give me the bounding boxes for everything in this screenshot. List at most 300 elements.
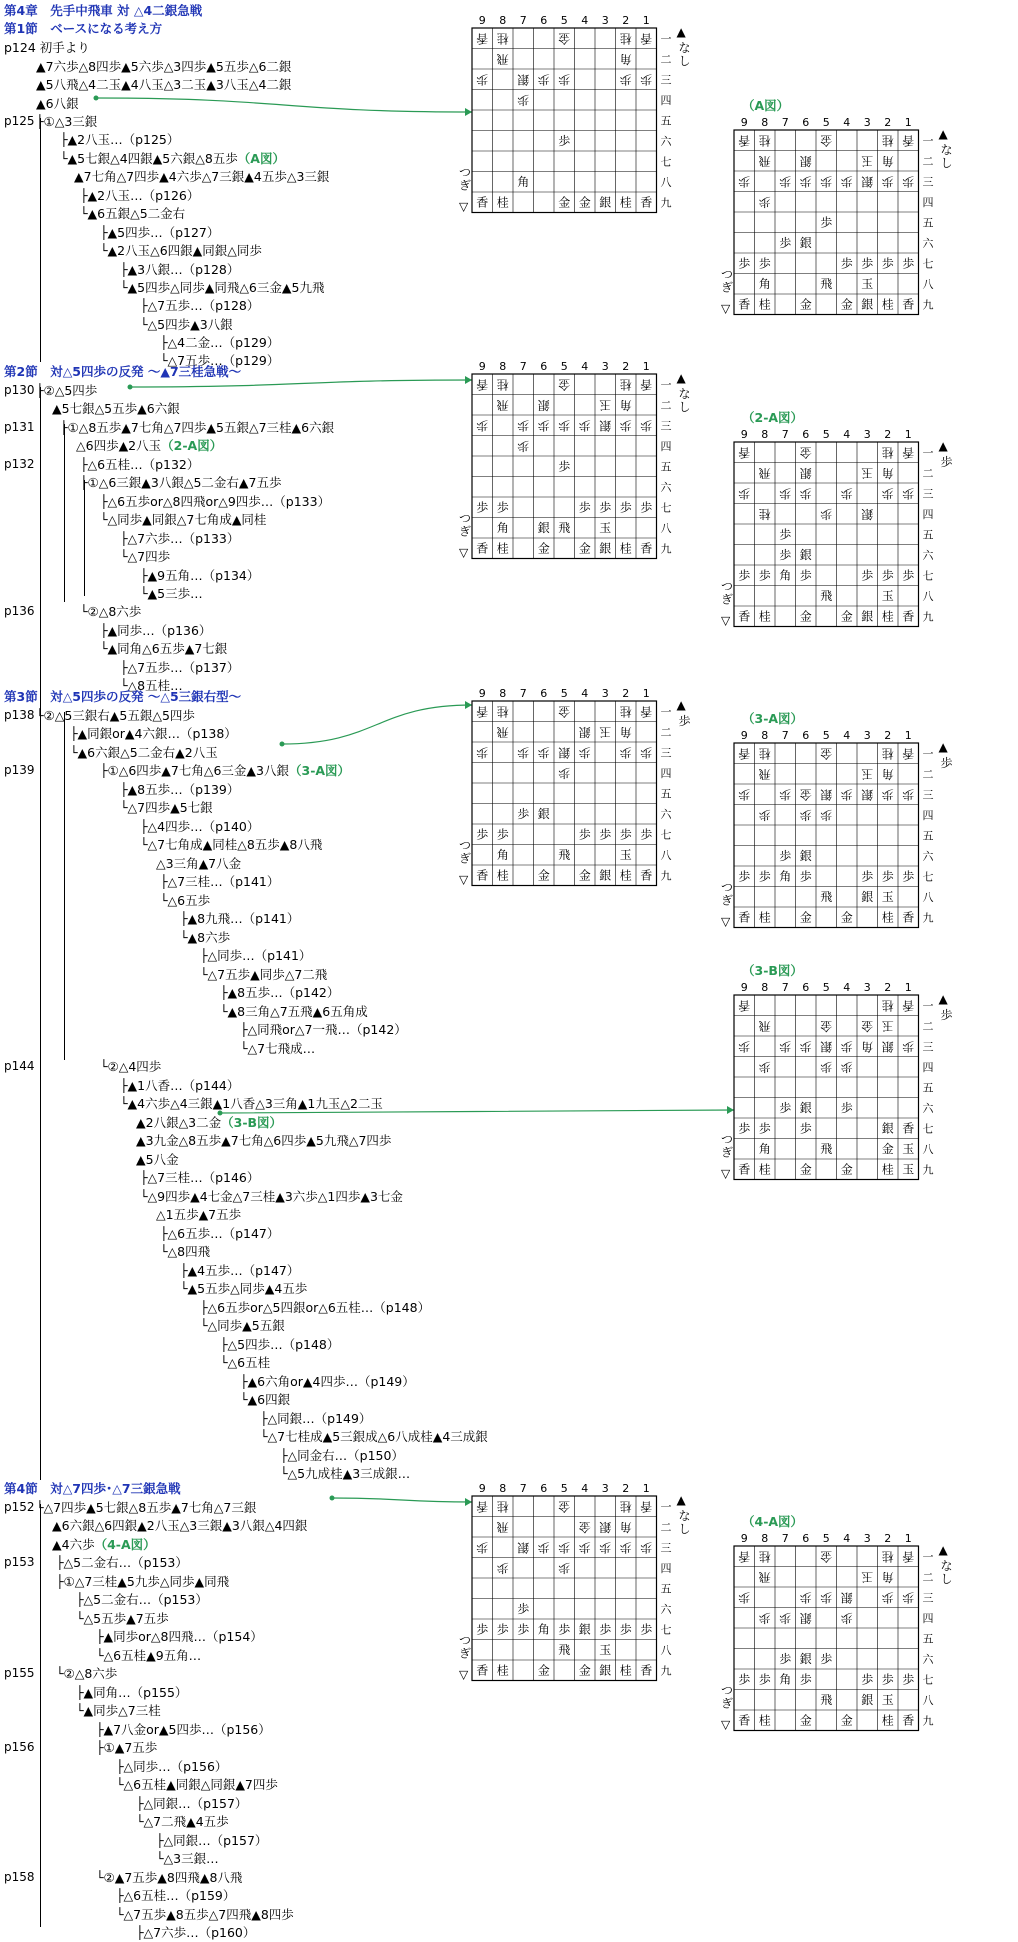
board-grid	[459, 360, 703, 571]
shogi-piece: 歩	[840, 1039, 853, 1054]
move-line	[116, 1775, 278, 1794]
shogi-piece: 銀	[861, 297, 874, 312]
figure-caption: （A図）	[742, 98, 790, 113]
move-line	[140, 835, 322, 854]
page-number: p152	[4, 1500, 35, 1514]
move-text: ├▲同角…（p155）	[76, 1685, 188, 1700]
gote-label: ぎ	[721, 1145, 734, 1160]
gote-mark: ▽	[459, 1667, 469, 1682]
figure-caption: （3-A図）	[742, 711, 804, 726]
shogi-piece: 角	[619, 51, 632, 66]
rank-label: 一	[660, 378, 672, 392]
rank-label: 二	[922, 466, 934, 480]
rank-label: 七	[922, 1673, 934, 1687]
gote-mark: ▽	[721, 1717, 731, 1732]
page-number: p132	[4, 457, 35, 471]
move-line	[180, 909, 299, 928]
shogi-piece: 歩	[558, 1540, 571, 1555]
file-label: 8	[761, 729, 769, 742]
shogi-piece: 香	[640, 704, 653, 719]
shogi-piece: 香	[476, 31, 489, 46]
file-label: 8	[761, 1532, 769, 1545]
move-line	[136, 1113, 282, 1132]
link-arrow	[96, 98, 472, 112]
shogi-piece: 歩	[517, 418, 530, 433]
shogi-piece: 歩	[779, 527, 792, 542]
shogi-piece: 歩	[799, 568, 812, 583]
move-text: └②△8六歩	[80, 604, 142, 619]
file-label: 5	[822, 428, 830, 441]
arrow-head	[465, 108, 472, 116]
move-text: └△5九成桂▲3三成銀…	[280, 1466, 411, 1481]
shogi-piece: 金	[558, 377, 571, 392]
move-line	[116, 1905, 294, 1924]
shogi-piece: 歩	[779, 848, 792, 863]
move-line	[36, 1498, 256, 1517]
tree-guide-line	[40, 1504, 41, 1927]
move-text: ├▲8五歩…（p139）	[120, 782, 240, 797]
shogi-piece: 飛	[820, 889, 833, 904]
shogi-piece: 歩	[517, 92, 530, 107]
shogi-piece: 飛	[558, 1642, 571, 1657]
rank-label: 三	[660, 419, 672, 433]
sente-hand: し	[678, 400, 691, 414]
shogi-piece: 金	[537, 541, 550, 556]
page-number: p131	[4, 420, 35, 434]
shogi-piece: 角	[861, 1039, 874, 1054]
file-label: 5	[560, 687, 568, 700]
gote-label: ぎ	[721, 592, 734, 607]
rank-label: 九	[660, 542, 672, 556]
rank-label: 一	[922, 747, 934, 761]
shogi-board-diagram	[721, 963, 965, 1196]
shogi-piece: 玉	[861, 1569, 874, 1584]
figure-reference: （A図）	[237, 151, 285, 166]
shogi-piece: 金	[840, 1162, 853, 1177]
shogi-piece: 歩	[738, 787, 751, 802]
shogi-piece: 桂	[496, 868, 509, 883]
shogi-piece: 銀	[599, 541, 612, 556]
move-line	[96, 1646, 201, 1665]
sente-mark: ▲	[938, 740, 948, 754]
file-label: 4	[843, 428, 851, 441]
move-text: ├△同飛or△7一飛…（p142）	[240, 1022, 407, 1037]
move-text: ▲7六歩△8四歩▲5六歩△3四歩▲5五歩△6二銀	[36, 59, 292, 74]
move-text: ├△4四歩…（p140）	[140, 819, 260, 834]
shogi-piece: 歩	[902, 256, 915, 271]
rank-label: 六	[660, 134, 672, 148]
sente-mark: ▲	[938, 439, 948, 453]
shogi-piece: 香	[738, 1162, 751, 1177]
rank-label: 四	[922, 808, 934, 822]
shogi-piece: 歩	[779, 1610, 792, 1625]
shogi-piece: 飛	[820, 1692, 833, 1707]
move-text: └▲5四歩△同歩▲同飛△6三金▲5九飛	[120, 280, 325, 295]
move-text: △6四歩▲2八玉	[76, 438, 162, 453]
gote-label: つ	[459, 1633, 472, 1648]
shogi-piece: 歩	[537, 72, 550, 87]
link-arrow	[332, 1498, 472, 1502]
shogi-piece: 歩	[840, 1610, 853, 1625]
move-text: ├▲同銀or▲4六銀…（p138）	[70, 726, 237, 741]
shogi-piece: 歩	[779, 174, 792, 189]
move-text: ├△同歩…（p141）	[200, 948, 312, 963]
rank-label: 八	[922, 1693, 934, 1707]
shogi-piece: 飛	[820, 588, 833, 603]
gote-mark: ▽	[721, 301, 731, 316]
rank-label: 六	[922, 1101, 934, 1115]
move-line	[100, 510, 266, 529]
sente-mark: ▲	[938, 127, 948, 141]
shogi-piece: 歩	[820, 1651, 833, 1666]
move-line	[116, 1886, 235, 1905]
page-number: p125	[4, 114, 35, 128]
shogi-piece: 銀	[861, 609, 874, 624]
move-line	[200, 965, 327, 984]
shogi-piece: 歩	[578, 500, 591, 515]
move-text: └▲6五銀△5二金右	[80, 206, 186, 221]
move-text: ├▲8五歩…（p142）	[220, 985, 340, 1000]
shogi-piece: 歩	[640, 827, 653, 842]
figure-caption: （4-A図）	[742, 1514, 804, 1529]
move-text: ├①△7三桂▲5九歩△同歩▲同飛	[56, 1574, 230, 1589]
shogi-piece: 歩	[758, 194, 771, 209]
shogi-piece: 歩	[902, 787, 915, 802]
shogi-piece: 玉	[881, 889, 894, 904]
shogi-piece: 歩	[640, 72, 653, 87]
shogi-piece: 歩	[758, 1610, 771, 1625]
shogi-piece: 銀	[861, 787, 874, 802]
shogi-piece: 香	[902, 910, 915, 925]
shogi-piece: 飛	[820, 1141, 833, 1156]
shogi-piece: 歩	[496, 1560, 509, 1575]
shogi-piece: 香	[476, 704, 489, 719]
shogi-piece: 歩	[881, 174, 894, 189]
rank-label: 一	[922, 1550, 934, 1564]
shogi-piece: 角	[779, 1672, 792, 1687]
rank-label: 五	[922, 216, 934, 230]
shogi-piece: 銀	[799, 1651, 812, 1666]
rank-label: 四	[922, 1060, 934, 1074]
file-label: 2	[622, 360, 630, 373]
shogi-piece: 歩	[578, 418, 591, 433]
move-text: ├▲5四歩…（p127）	[100, 225, 220, 240]
file-label: 8	[499, 14, 507, 27]
move-line	[70, 743, 218, 762]
shogi-piece: 香	[738, 609, 751, 624]
shogi-piece: 飛	[558, 847, 571, 862]
move-line	[160, 1242, 210, 1261]
shogi-piece: 桂	[619, 31, 632, 46]
sente-mark: ▲	[938, 1543, 948, 1557]
file-label: 2	[884, 981, 892, 994]
move-text: ├①▲7五歩	[96, 1740, 158, 1755]
rank-label: 五	[922, 829, 934, 843]
shogi-piece: 歩	[881, 1590, 894, 1605]
shogi-piece: 金	[537, 868, 550, 883]
shogi-piece: 香	[738, 910, 751, 925]
shogi-piece: 歩	[738, 568, 751, 583]
shogi-piece: 玉	[599, 397, 612, 412]
sente-mark: ▲	[938, 992, 948, 1006]
move-text: ├▲2八玉…（p126）	[80, 188, 200, 203]
board-grid	[459, 1482, 703, 1693]
move-line	[4, 38, 90, 57]
shogi-piece: 飛	[558, 520, 571, 535]
rank-label: 一	[660, 705, 672, 719]
move-text: ├△6五桂…（p132）	[80, 457, 200, 472]
move-text: ├△7五歩…（p128）	[140, 298, 260, 313]
shogi-piece: 歩	[476, 1540, 489, 1555]
gote-label: ぎ	[459, 851, 472, 866]
rank-label: 三	[660, 746, 672, 760]
shogi-piece: 桂	[619, 541, 632, 556]
page-number: p139	[4, 763, 35, 777]
shogi-piece: 飛	[758, 465, 771, 480]
shogi-board-diagram	[721, 410, 965, 643]
page-number: p156	[4, 1740, 35, 1754]
file-label: 9	[478, 360, 486, 373]
shogi-piece: 歩	[840, 256, 853, 271]
move-line	[200, 946, 311, 965]
move-line	[260, 1427, 488, 1446]
shogi-piece: 桂	[496, 1499, 509, 1514]
shogi-piece: 歩	[517, 806, 530, 821]
shogi-piece: 角	[619, 1519, 632, 1534]
shogi-piece: 香	[902, 1549, 915, 1564]
shogi-piece: 銀	[599, 1519, 612, 1534]
board-grid	[721, 981, 965, 1192]
move-text: ▲5八飛△4二玉▲4八玉△3二玉▲3八玉△4二銀	[36, 77, 292, 92]
file-label: 6	[802, 428, 810, 441]
shogi-piece: 歩	[881, 787, 894, 802]
shogi-piece: 銀	[537, 520, 550, 535]
move-text: └△8四飛	[160, 1244, 211, 1259]
rank-label: 一	[922, 999, 934, 1013]
shogi-piece: 歩	[779, 235, 792, 250]
rank-label: 二	[922, 1570, 934, 1584]
rank-label: 七	[660, 155, 672, 169]
rank-label: 八	[660, 1643, 672, 1657]
shogi-piece: 歩	[738, 174, 751, 189]
shogi-piece: 香	[738, 297, 751, 312]
move-text: ▲6六銀△6四銀▲2八玉△3三銀▲3八銀△4四銀	[52, 1518, 308, 1533]
move-text: ▲2八銀△3二金	[136, 1115, 222, 1130]
sente-mark: ▲	[676, 25, 686, 39]
move-line	[96, 1720, 271, 1739]
shogi-piece: 香	[640, 1499, 653, 1514]
figure-reference: （4-A図）	[94, 1537, 156, 1552]
rank-label: 三	[922, 788, 934, 802]
move-text: ▲6八銀	[36, 96, 79, 111]
figure-reference: （2-A図）	[161, 438, 223, 453]
rank-label: 五	[660, 114, 672, 128]
rank-label: 八	[660, 175, 672, 189]
gote-mark: ▽	[721, 1166, 731, 1181]
shogi-piece: 桂	[758, 297, 771, 312]
shogi-piece: 桂	[881, 297, 894, 312]
move-line	[240, 1390, 290, 1409]
shogi-piece: 桂	[881, 998, 894, 1013]
shogi-piece: 桂	[881, 746, 894, 761]
rank-label: 一	[660, 1500, 672, 1514]
rank-label: 七	[660, 501, 672, 515]
shogi-piece: 歩	[738, 1121, 751, 1136]
rank-label: 六	[660, 480, 672, 494]
shogi-piece: 歩	[476, 827, 489, 842]
shogi-piece: 桂	[758, 1549, 771, 1564]
shogi-piece: 歩	[476, 500, 489, 515]
shogi-piece: 桂	[881, 1713, 894, 1728]
move-text: ├△4二金…（p129）	[160, 335, 280, 350]
shogi-piece: 銀	[861, 889, 874, 904]
shogi-piece: 飛	[496, 1519, 509, 1534]
shogi-piece: 銀	[599, 195, 612, 210]
move-line	[120, 1076, 239, 1095]
shogi-piece: 歩	[578, 745, 591, 760]
file-label: 9	[478, 687, 486, 700]
move-line	[56, 1572, 229, 1591]
shogi-piece: 銀	[799, 465, 812, 480]
shogi-piece: 歩	[820, 174, 833, 189]
move-line	[280, 1464, 410, 1483]
shogi-piece: 歩	[599, 1540, 612, 1555]
rank-label: 五	[922, 528, 934, 542]
shogi-piece: 歩	[599, 827, 612, 842]
figure-reference: （3-A図）	[289, 763, 351, 778]
shogi-piece: 飛	[758, 766, 771, 781]
move-line	[52, 399, 180, 418]
figure-caption: （3-B図）	[742, 963, 803, 978]
move-text: ├▲3八銀…（p128）	[120, 262, 240, 277]
move-line	[100, 1057, 161, 1076]
move-line	[200, 1316, 285, 1335]
move-line	[240, 1372, 415, 1391]
shogi-piece: 歩	[902, 486, 915, 501]
page-number: p158	[4, 1870, 35, 1884]
move-line	[100, 223, 219, 242]
move-text: └②△8六歩	[56, 1666, 118, 1681]
shogi-piece: 飛	[758, 153, 771, 168]
rank-label: 二	[922, 154, 934, 168]
rank-label: 八	[922, 589, 934, 603]
section-heading	[4, 1479, 181, 1498]
shogi-piece: 角	[881, 1569, 894, 1584]
rank-label: 七	[922, 870, 934, 884]
shogi-piece: 歩	[820, 215, 833, 230]
shogi-piece: 歩	[820, 1059, 833, 1074]
move-text: └▲同歩△7三桂	[76, 1703, 161, 1718]
file-label: 6	[802, 1532, 810, 1545]
move-text: ▲5七銀△5五歩▲6六銀	[52, 401, 180, 416]
arrow-head	[465, 376, 472, 384]
shogi-piece: 銀	[517, 1540, 530, 1555]
move-text: ├△6五歩or△5四銀or△6五桂…（p148）	[200, 1300, 431, 1315]
gote-mark: ▽	[721, 613, 731, 628]
shogi-piece: 銀	[820, 787, 833, 802]
gote-label: つ	[721, 1132, 734, 1147]
shogi-piece: 金	[820, 133, 833, 148]
move-text: p124 初手より	[4, 40, 90, 55]
shogi-piece: 飛	[496, 397, 509, 412]
tree-guide-line	[40, 118, 41, 362]
shogi-piece: 桂	[758, 910, 771, 925]
shogi-piece: 角	[881, 153, 894, 168]
shogi-piece: 歩	[640, 500, 653, 515]
move-line	[120, 278, 324, 297]
move-text: └▲5三歩…	[140, 586, 203, 601]
file-label: 4	[843, 116, 851, 129]
shogi-piece: 金	[578, 1663, 591, 1678]
shogi-piece: 歩	[558, 459, 571, 474]
shogi-piece: 桂	[496, 377, 509, 392]
shogi-piece: 飛	[496, 724, 509, 739]
shogi-piece: 歩	[902, 869, 915, 884]
file-label: 3	[863, 1532, 871, 1545]
rank-label: 六	[660, 807, 672, 821]
shogi-piece: 金	[578, 541, 591, 556]
shogi-piece: 歩	[537, 1540, 550, 1555]
shogi-piece: 香	[640, 1663, 653, 1678]
move-line	[96, 1868, 242, 1887]
file-label: 6	[802, 981, 810, 994]
shogi-piece: 歩	[902, 174, 915, 189]
shogi-piece: 角	[779, 568, 792, 583]
shogi-piece: 歩	[779, 486, 792, 501]
file-label: 2	[884, 1532, 892, 1545]
shogi-piece: 歩	[578, 1540, 591, 1555]
file-label: 7	[781, 428, 789, 441]
page-number: p130	[4, 383, 35, 397]
move-line	[96, 1738, 157, 1757]
rank-label: 二	[922, 767, 934, 781]
sente-hand: 歩	[940, 1008, 953, 1022]
file-label: 3	[863, 116, 871, 129]
shogi-piece: 桂	[758, 1713, 771, 1728]
move-text: ▲7七角△7四歩▲4六歩△7三銀▲4五歩△3三銀	[74, 169, 330, 184]
shogi-piece: 香	[476, 1499, 489, 1514]
move-line	[100, 639, 227, 658]
shogi-piece: 歩	[558, 72, 571, 87]
move-line	[120, 780, 239, 799]
move-text: └△7四歩▲5七銀	[120, 800, 213, 815]
file-label: 4	[843, 981, 851, 994]
sente-hand: 歩	[940, 455, 953, 469]
shogi-piece: 銀	[799, 153, 812, 168]
shogi-piece: 角	[517, 174, 530, 189]
shogi-piece: 銀	[558, 745, 571, 760]
section-heading	[4, 362, 241, 381]
move-text: └△6五桂▲同銀△同銀▲7四歩	[116, 1777, 278, 1792]
file-label: 2	[884, 116, 892, 129]
file-label: 9	[740, 981, 748, 994]
shogi-board-diagram	[459, 14, 703, 229]
rank-label: 七	[922, 569, 934, 583]
move-line	[96, 1627, 263, 1646]
file-label: 8	[761, 116, 769, 129]
shogi-piece: 金	[558, 195, 571, 210]
shogi-piece: 銀	[599, 868, 612, 883]
rank-label: 八	[660, 848, 672, 862]
shogi-piece: 歩	[881, 1672, 894, 1687]
shogi-piece: 金	[578, 195, 591, 210]
shogi-board-diagram	[721, 1514, 965, 1747]
shogi-piece: 香	[902, 133, 915, 148]
file-label: 1	[642, 1482, 650, 1495]
shogi-piece: 銀	[881, 1039, 894, 1054]
move-text: ├△7三桂…（p146）	[140, 1170, 260, 1185]
move-text: ├▲7八金or▲5四歩…（p156）	[96, 1722, 271, 1737]
